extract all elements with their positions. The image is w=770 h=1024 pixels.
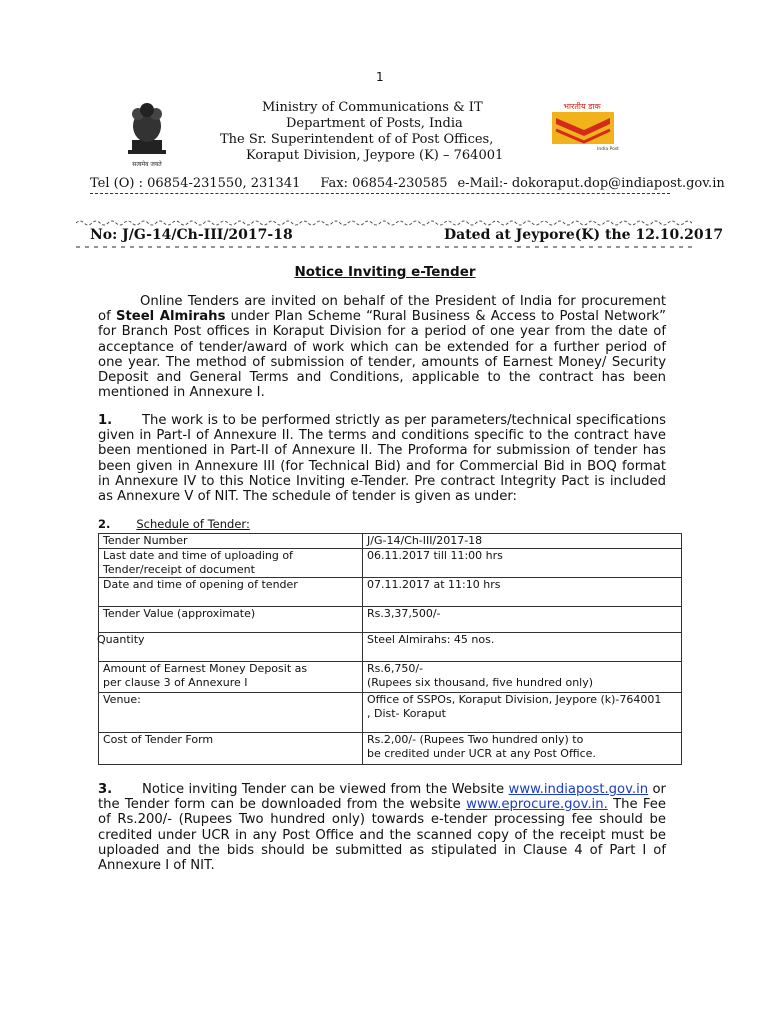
schedule-value-line: Office of SSPOs, Koraput Division, Jeypore (k)-764001 [367, 693, 662, 706]
schedule-item-line: Quantity [97, 633, 145, 646]
schedule-item-cell [99, 578, 363, 607]
schedule-item-line: Tender Number [103, 534, 188, 547]
india-post-logo-icon [548, 100, 626, 152]
schedule-value-cell [363, 662, 682, 693]
intro-lead: Online Tenders are invited on behalf of the President of India for procurement of [98, 294, 666, 325]
indiapost-link[interactable]: www.indiapost.gov.in [508, 782, 649, 797]
schedule-item-cell [99, 662, 363, 693]
schedule-item-cell [99, 733, 363, 765]
division-address: Koraput Division, Jeypore (K) – 764001 [246, 148, 504, 163]
contact-line [90, 176, 725, 191]
paragraph-1 [98, 413, 666, 504]
logo-text-english: India Post [597, 147, 619, 152]
schedule-row [99, 693, 682, 733]
divider [90, 193, 670, 194]
page-number: 1 [376, 70, 384, 84]
contact-fax: Fax: 06854-230585 [320, 176, 448, 191]
schedule-value-cell [363, 534, 682, 549]
paragraph-1-text: The work is to be performed strictly as per parameters/technical specifications given in Part-I of Annexure II. The terms and conditions specific to the contract have been mentioned in Part-II of Annexure II. The Proforma for submission of tender has been given in Annexure III (for Technical Bid) and for Commercial Bid in BOQ format in Annexure IV to this Notice Inviting e-Tender. Pre contract Integrity Pact is included as Annexure V of NIT. The schedule of tender is given as under: [98, 413, 666, 505]
paragraph-3-number: 3. [98, 782, 113, 797]
schedule-value-line: Steel Almirahs: 45 nos. [367, 633, 495, 646]
schedule-value-line: , Dist- Koraput [367, 707, 446, 720]
schedule-value-line: Rs.2,00/- (Rupees Two hundred only) to [367, 733, 584, 746]
schedule-value-cell [363, 633, 682, 662]
schedule-value-line: 06.11.2017 till 11:00 hrs [367, 549, 503, 562]
schedule-row [99, 578, 682, 607]
schedule-item-cell [99, 633, 363, 662]
schedule-heading [98, 517, 250, 531]
eprocure-link[interactable]: www.eprocure.gov.in. [466, 797, 608, 813]
contact-email: e-Mail:- dokoraput.dop@indiapost.gov.in [457, 176, 725, 191]
schedule-row [99, 534, 682, 549]
intro-item: Steel Almirahs [115, 309, 226, 325]
reference-date: Dated at Jeypore(K) the 12.10.2017 [444, 227, 724, 243]
paragraph-3-text-c: The Fee of Rs.200/- (Rupees Two hundred only) towards e-tender processing fee should be credited under UCR in any Post Office and the scanned copy of the receipt must be uploaded and the bids should be submitted as stipulated in Clause 4 of Part I of Annexure I of NIT. [98, 797, 666, 874]
schedule-item-line: per clause 3 of Annexure I [103, 676, 248, 689]
notice-title: Notice Inviting e-Tender [294, 264, 476, 280]
paragraph-1-number: 1. [98, 413, 113, 428]
schedule-item-line: Last date and time of uploading of [103, 549, 293, 562]
logo-text-hindi: भारतीय डाक [563, 102, 601, 111]
schedule-value-line: be credited under UCR at any Post Office. [367, 747, 596, 760]
department-name: Department of Posts, India [286, 116, 463, 131]
intro-rest: under Plan Scheme “Rural Business & Access to Postal Network” for Branch Post offices in Koraput Division for a period of one year from the date of acceptance of tender/award of work which can be extended for a further period of one year. The method of submission of tender, amounts of Earnest Money/ Security Deposit and General Terms and Conditions, applicable to the contract has been mentioned in Annexure I. [98, 309, 666, 401]
schedule-item-line: Cost of Tender Form [103, 733, 214, 746]
schedule-value-cell [363, 607, 682, 633]
paragraph-3-text-a: Notice inviting Tender can be viewed from the Website [142, 782, 505, 797]
schedule-value-line: Rs.3,37,500/- [367, 607, 441, 620]
schedule-item-cell [99, 693, 363, 733]
schedule-value-line: 07.11.2017 at 11:10 hrs [367, 578, 501, 591]
schedule-value-line: Rs.6,750/- [367, 662, 424, 675]
schedule-table [98, 533, 682, 765]
schedule-item-line: Date and time of opening of tender [103, 578, 298, 591]
schedule-value-cell [363, 578, 682, 607]
schedule-row [99, 549, 682, 578]
schedule-item-line: Venue: [103, 693, 141, 706]
schedule-item-cell [99, 607, 363, 633]
schedule-row [99, 633, 682, 662]
decorative-border-top [76, 220, 692, 226]
schedule-value-line: J/G-14/Ch-III/2017-18 [367, 534, 483, 547]
schedule-value-cell [363, 549, 682, 578]
schedule-item-line: Tender Value (approximate) [103, 607, 256, 620]
schedule-item-cell [99, 534, 363, 549]
schedule-value-line: (Rupees six thousand, five hundred only) [367, 676, 594, 689]
schedule-item-line: Amount of Earnest Money Deposit as [103, 662, 308, 675]
schedule-row [99, 733, 682, 765]
national-emblem-icon [122, 96, 172, 172]
schedule-item-cell [99, 549, 363, 578]
schedule-number: 2. [98, 517, 111, 531]
emblem-caption: सत्यमेव जयते [132, 161, 162, 168]
paragraph-3-text-b: or the Tender form can be downloaded from the website [98, 782, 666, 813]
paragraph-3 [98, 782, 666, 873]
schedule-row [99, 607, 682, 633]
office-name: The Sr. Superintendent of of Post Offices, [220, 132, 494, 147]
schedule-row [99, 662, 682, 693]
reference-number: No: J/G-14/Ch-III/2017-18 [90, 227, 293, 243]
ministry-name: Ministry of Communications & IT [262, 100, 483, 115]
intro-paragraph [98, 294, 666, 400]
decorative-border-bottom [76, 244, 692, 250]
contact-tel: Tel (O) : 06854-231550, 231341 [90, 176, 301, 191]
schedule-label: Schedule of Tender: [136, 517, 250, 531]
schedule-value-cell [363, 693, 682, 733]
schedule-value-cell [363, 733, 682, 765]
schedule-item-line: Tender/receipt of document [103, 563, 255, 576]
